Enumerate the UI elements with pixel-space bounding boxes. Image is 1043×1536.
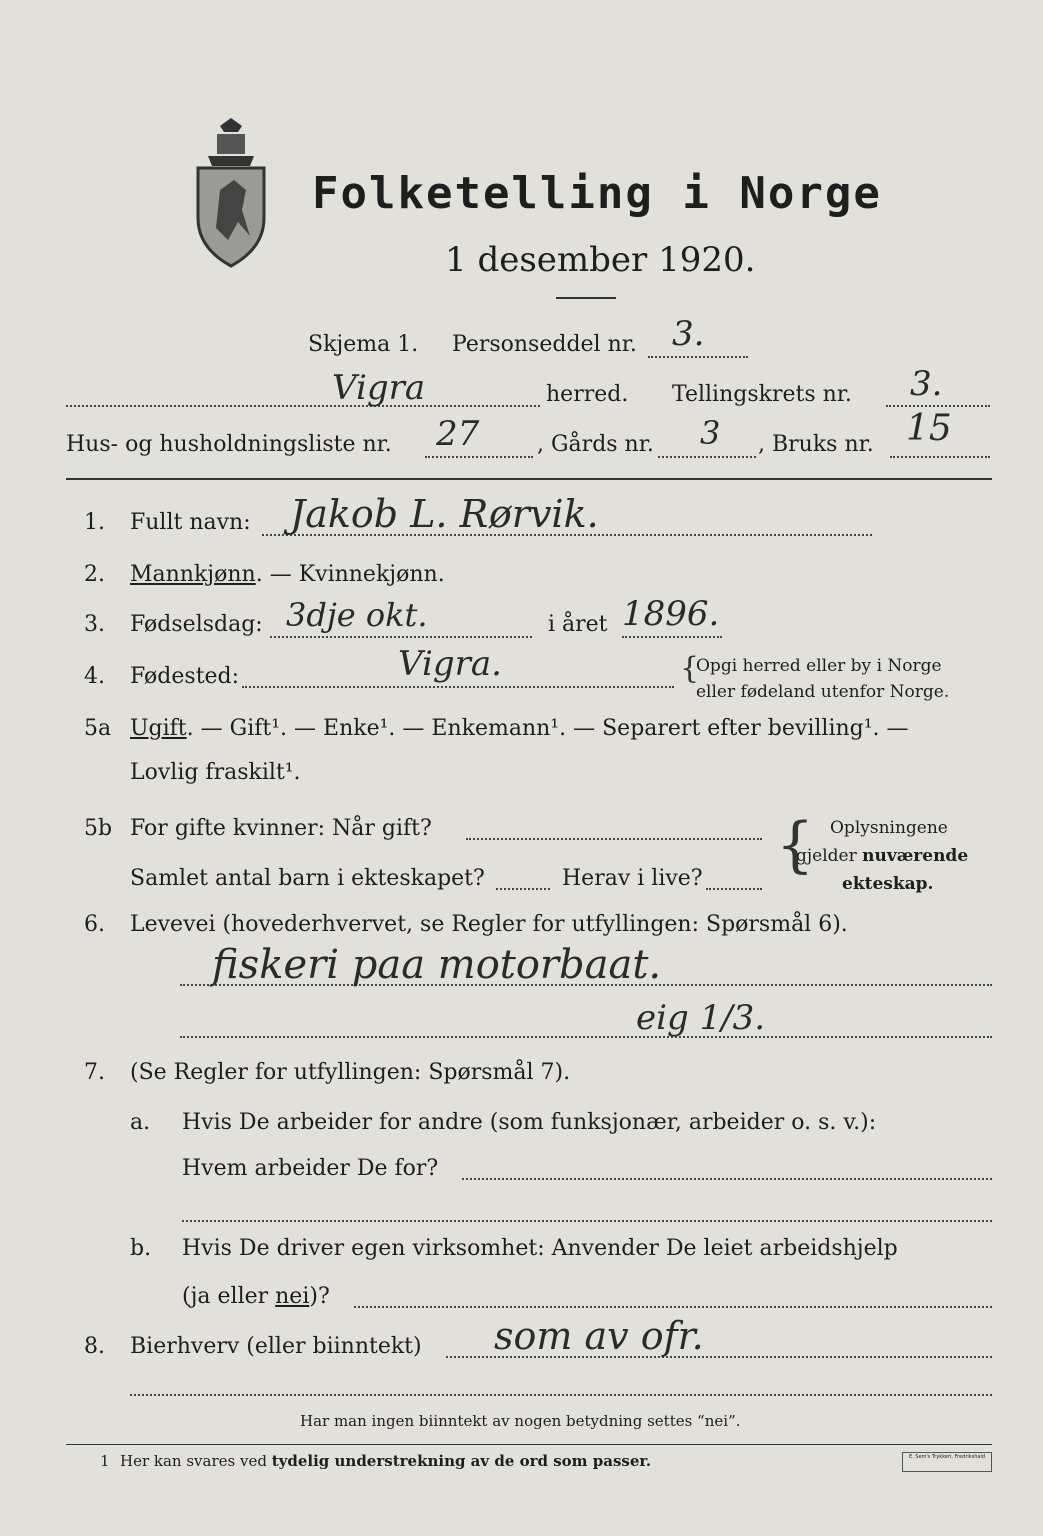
herred-label: herred.	[546, 382, 629, 407]
occupation-value-2[interactable]: eig 1/3.	[636, 998, 766, 1038]
footnote-text: Her kan svares ved tydelig understrekning av de ord som passer.	[120, 1452, 652, 1470]
employer-line-1	[462, 1178, 992, 1180]
employer-label: Hvem arbeider De for?	[182, 1156, 439, 1181]
q7a-label: Hvis De arbeider for andre (som funksjonær, arbeider o. s. v.):	[182, 1110, 877, 1135]
side-income-note: Har man ingen biinntekt av nogen betydning settes “nei”.	[300, 1412, 741, 1430]
q1-number: 1.	[84, 510, 105, 535]
birthplace-value[interactable]: Vigra.	[398, 644, 502, 684]
q5b-brace: {	[776, 810, 815, 880]
marital-status-options: Ugift. — Gift¹. — Enke¹. — Enkemann¹. — Separert efter bevilling¹. —	[130, 716, 909, 741]
footnote-divider	[66, 1444, 992, 1445]
q7-label: (Se Regler for utfyllingen: Spørsmål 7).	[130, 1060, 571, 1085]
q2-number: 2.	[84, 562, 105, 587]
bruks-line	[890, 456, 990, 458]
q4-label: Fødested:	[130, 664, 240, 689]
marriage-note-3: ekteskap.	[842, 874, 934, 894]
hus-label: Hus- og husholdningsliste nr.	[66, 432, 392, 457]
title-divider	[556, 297, 616, 299]
hus-value[interactable]: 27	[436, 414, 480, 454]
personseddel-value[interactable]: 3.	[672, 314, 705, 354]
hired-help-label: (ja eller nei)?	[182, 1284, 330, 1309]
q8-number: 8.	[84, 1334, 105, 1359]
bruks-value[interactable]: 15	[906, 408, 952, 449]
side-income-label: Bierhverv (eller biinntekt)	[130, 1334, 422, 1359]
children-line	[496, 888, 550, 890]
coat-of-arms-icon	[190, 118, 272, 268]
gards-value[interactable]: 3	[700, 414, 721, 452]
occupation-label: Levevei (hovederhvervet, se Regler for utfyllingen: Spørsmål 6).	[130, 912, 848, 937]
q3-label: Fødselsdag:	[130, 612, 263, 637]
birthyear-line	[622, 636, 722, 638]
tellingskrets-label: Tellingskrets nr.	[672, 382, 852, 407]
gards-line	[658, 456, 756, 458]
sex-options: Mannkjønn. — Kvinnekjønn.	[130, 562, 445, 587]
q7b-label: Hvis De driver egen virksomhet: Anvender De leiet arbeidshjelp	[182, 1236, 898, 1261]
form-title: Folketelling i Norge	[312, 168, 882, 219]
full-name-value[interactable]: Jakob L. Rørvik.	[290, 492, 599, 536]
header-divider	[66, 478, 992, 480]
gards-label: , Gårds nr.	[537, 432, 654, 457]
q7b-number: b.	[130, 1236, 152, 1261]
children-label: Samlet antal barn i ekteskapet?	[130, 866, 485, 891]
marital-unmarried-option[interactable]: Ugift	[130, 716, 187, 741]
side-income-line-2	[130, 1394, 992, 1396]
q5b-number: 5b	[84, 816, 113, 841]
personseddel-label: Personseddel nr.	[452, 332, 637, 357]
alive-label: Herav i live?	[562, 866, 703, 891]
bruks-label: , Bruks nr.	[758, 432, 874, 457]
printer-stamp: E. Sem's Trykkeri, Fredrikshald	[902, 1452, 992, 1472]
birthplace-note-2: eller fødeland utenfor Norge.	[696, 682, 950, 702]
marriage-note-2: gjelder nuværende	[796, 846, 969, 866]
birthplace-line	[242, 686, 674, 688]
hired-help-line	[354, 1306, 992, 1308]
married-when-label: For gifte kvinner: Når gift?	[130, 816, 432, 841]
birthyear-value[interactable]: 1896.	[622, 594, 720, 634]
skjema-label: Skjema 1.	[308, 332, 419, 357]
occupation-line-2	[180, 1036, 992, 1038]
hired-help-no-option[interactable]: nei	[275, 1284, 310, 1309]
marriage-note-1: Oplysningene	[830, 818, 948, 838]
birthdate-value[interactable]: 3dje okt.	[286, 596, 428, 634]
sex-male-option[interactable]: Mannkjønn	[130, 562, 256, 587]
form-date: 1 desember 1920.	[445, 240, 756, 280]
hus-line	[425, 456, 533, 458]
side-income-value[interactable]: som av ofr.	[494, 1314, 704, 1358]
birthdate-line	[270, 636, 532, 638]
birthplace-note-1: Opgi herred eller by i Norge	[696, 656, 942, 676]
year-label: i året	[548, 612, 608, 637]
q6-number: 6.	[84, 912, 105, 937]
personseddel-line	[648, 356, 748, 358]
tellingskrets-line	[886, 405, 990, 407]
q1-label: Fullt navn:	[130, 510, 251, 535]
q4-number: 4.	[84, 664, 105, 689]
tellingskrets-value[interactable]: 3.	[910, 364, 943, 404]
q5a-number: 5a	[84, 716, 112, 741]
married-when-line	[466, 838, 762, 840]
occupation-value-1[interactable]: fiskeri paa motorbaat.	[212, 942, 662, 988]
alive-line	[706, 888, 762, 890]
q4-brace: {	[680, 651, 700, 686]
q7a-number: a.	[130, 1110, 151, 1135]
footnote-mark: 1	[100, 1452, 110, 1470]
q3-number: 3.	[84, 612, 105, 637]
q7-number: 7.	[84, 1060, 105, 1085]
marital-divorced-option[interactable]: Lovlig fraskilt¹.	[130, 760, 301, 785]
employer-line-2	[182, 1220, 992, 1222]
herred-line	[66, 405, 540, 407]
herred-value[interactable]: Vigra	[332, 368, 426, 408]
